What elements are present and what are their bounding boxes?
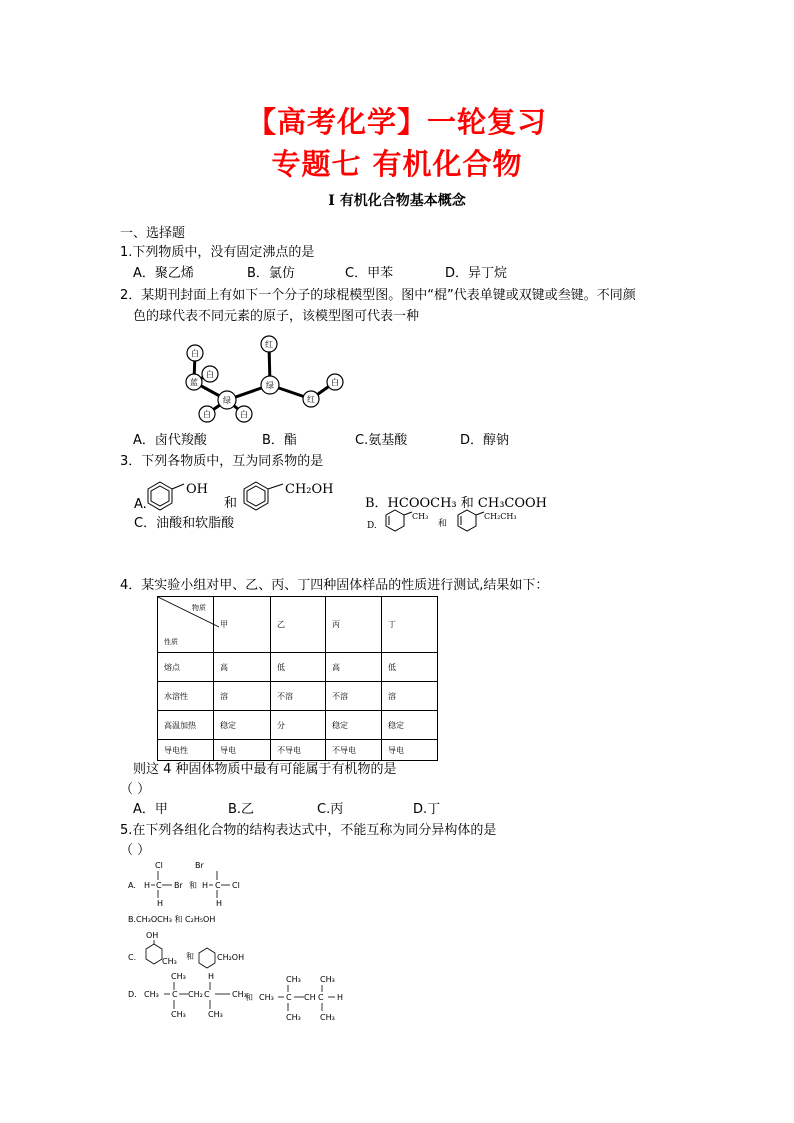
q5-d-carbon: C [172, 990, 178, 999]
ball-white: 白 [203, 410, 211, 419]
q5-c-oh: OH [146, 931, 159, 940]
q3-option-a-structures [146, 480, 346, 516]
table-cell: 不导电 [271, 740, 326, 761]
table-cell: 稳定 [382, 711, 438, 740]
table-cell: 不导电 [326, 740, 382, 761]
q5-d-ch3: CH₃ [208, 1010, 223, 1019]
q5-a-br-right: Br [174, 881, 183, 890]
q3-d-and: 和 [438, 519, 448, 529]
table-cell: 稳定 [326, 711, 382, 740]
q1-option-c: C．甲苯 [345, 266, 394, 281]
ball-blue: 蓝 [190, 378, 198, 387]
q2-stem-line1: 2．某期刊封面上有如下一个分子的球棍模型图。图中“棍”代表单键或双键或叁键。不同颜 [120, 288, 636, 303]
q5-option-b: B.CH₃OCH₃ 和 C₂H₅OH [128, 915, 216, 924]
table-row-header: 导电性 [158, 740, 214, 761]
q2-option-a: A．卤代羧酸 [133, 433, 207, 448]
section-title: I 有机化合物基本概念 [328, 193, 466, 209]
q5-a-cl-top: Cl [155, 861, 163, 870]
q5-c-ch3: CH₃ [162, 957, 177, 966]
table-col-header: 丙 [326, 597, 382, 653]
q5-a2-h-left: H [202, 881, 209, 890]
q5-d2-ch3: CH₃ [320, 1013, 335, 1022]
svg-text:C: C [204, 990, 210, 999]
q2-stem-line2: 色的球代表不同元素的原子，该模型图可代表一种 [133, 309, 420, 324]
table-cell: 溶 [214, 682, 271, 711]
table-col-header: 乙 [271, 597, 326, 653]
q5-a2-h-bottom: H [216, 899, 223, 908]
q5-stem: 5.在下列各组化合物的结构表达式中，不能互称为同分异构体的是 [120, 823, 497, 838]
svg-text:C: C [318, 993, 324, 1002]
q5-d2-h: H [337, 993, 344, 1002]
ball-white: 白 [191, 349, 199, 358]
q1-option-b: B．氯仿 [247, 266, 295, 281]
table-row-header: 水溶性 [158, 682, 214, 711]
ball-red: 红 [307, 395, 315, 404]
q3-stem: 3．下列各物质中，互为同系物的是 [120, 454, 324, 469]
q5-a2-carbon: C [215, 881, 221, 890]
table-cell: 低 [271, 653, 326, 682]
q3-d-ch2ch3: CH₂CH₃ [484, 512, 517, 521]
q3-d-ch3: CH₃ [412, 512, 429, 521]
ball-white: 白 [331, 378, 339, 387]
q5-a2-cl-right: Cl [232, 881, 240, 890]
table-row [158, 682, 438, 711]
q1-option-d: D．异丁烷 [445, 266, 508, 281]
ball-red: 红 [265, 340, 273, 349]
table-corner-cell [158, 597, 214, 653]
q3-option-c: C．油酸和软脂酸 [134, 516, 235, 531]
q2-option-c: C.氨基酸 [355, 433, 408, 448]
q5-d-label: D. [128, 990, 137, 999]
table-row [158, 711, 438, 740]
q3-option-d-structures [384, 508, 544, 534]
table-cell: 高 [214, 653, 271, 682]
q1-option-a: A．聚乙烯 [133, 266, 194, 281]
table-cell: 稳定 [214, 711, 271, 740]
q4-option-b: B.乙 [228, 802, 255, 817]
q5-d-ch3: CH₃ [144, 990, 159, 999]
q5-structures [124, 860, 364, 1026]
q2-option-d: D．醇钠 [460, 433, 510, 448]
corner-top-label: 物质 [192, 604, 206, 612]
q4-option-a: A．甲 [133, 802, 168, 817]
q3-a-ch2oh: CH₂OH [285, 482, 334, 497]
corner-bottom-label: 性质 [164, 638, 178, 646]
table-row [158, 740, 438, 761]
svg-text:CH: CH [304, 993, 316, 1002]
table-cell: 溶 [382, 682, 438, 711]
q5-c-and: 和 [186, 952, 194, 961]
q3-a-and: 和 [224, 496, 238, 511]
q3-a-oh: OH [186, 482, 208, 497]
table-cell: 导电 [214, 740, 271, 761]
q5-c-ch2oh: CH₂OH [217, 953, 245, 962]
q2-option-b: B．酯 [262, 433, 297, 448]
ball-stick-model [180, 332, 350, 426]
q4-tail: 则这 4 种固体物质中最有可能属于有机物的是 [133, 762, 397, 777]
table-col-header: 丁 [382, 597, 438, 653]
table-cell: 高 [326, 653, 382, 682]
q5-c-label: C. [128, 953, 137, 962]
table-row-header: 高温加热 [158, 711, 214, 740]
table-row [158, 653, 438, 682]
q5-d2-ch3: CH₃ [286, 1013, 301, 1022]
q5-d-ch3: CH₃ [232, 990, 247, 999]
ball-green: 绿 [223, 396, 231, 405]
sub-title: 专题七 有机化合物 [271, 147, 523, 181]
q3-option-b: B．HCOOCH₃ 和 CH₃COOH [365, 496, 548, 511]
q5-a-h-left: H [144, 881, 151, 890]
table-cell: 低 [382, 653, 438, 682]
main-title: 【高考化学】一轮复习 [246, 105, 547, 139]
q5-a-label: A. [128, 881, 136, 890]
q1-stem: 1.下列物质中，没有固定沸点的是 [120, 245, 315, 260]
q5-a-h-bottom: H [157, 899, 164, 908]
q4-answer-paren: （ ） [120, 782, 151, 797]
table-cell: 不溶 [326, 682, 382, 711]
property-table [157, 596, 438, 761]
table-row-header: 熔点 [158, 653, 214, 682]
q5-d-ch3: CH₃ [171, 1010, 186, 1019]
q5-a-and: 和 [189, 881, 197, 890]
q5-d-h: H [208, 972, 215, 981]
q3-option-d-label: D. [367, 521, 377, 531]
q4-option-d: D.丁 [413, 802, 441, 817]
part-heading: 一、选择题 [120, 226, 186, 241]
q5-d2-ch3: CH₃ [259, 993, 274, 1002]
ball-white: 白 [206, 370, 214, 379]
q5-d-ch3: CH₃ [171, 972, 186, 981]
ball-green: 绿 [266, 381, 274, 390]
table-cell: 导电 [382, 740, 438, 761]
table-cell: 不溶 [271, 682, 326, 711]
q5-a-carbon: C [156, 881, 162, 890]
q5-d2-ch3: CH₃ [320, 975, 335, 984]
q5-d-and: 和 [245, 993, 253, 1002]
q5-d2-ch3: CH₃ [286, 975, 301, 984]
table-cell: 分 [271, 711, 326, 740]
q3-option-a-label: A. [134, 497, 147, 512]
q5-d2-carbon: C [286, 993, 292, 1002]
table-col-header: 甲 [214, 597, 271, 653]
q5-a2-br-top: Br [195, 861, 204, 870]
q5-answer-paren: （ ） [120, 843, 151, 858]
ball-white: 白 [240, 410, 248, 419]
svg-text:CH₂: CH₂ [188, 990, 203, 999]
q4-option-c: C.丙 [317, 802, 344, 817]
q4-stem: 4．某实验小组对甲、乙、丙、丁四种固体样品的性质进行测试,结果如下： [120, 578, 549, 593]
